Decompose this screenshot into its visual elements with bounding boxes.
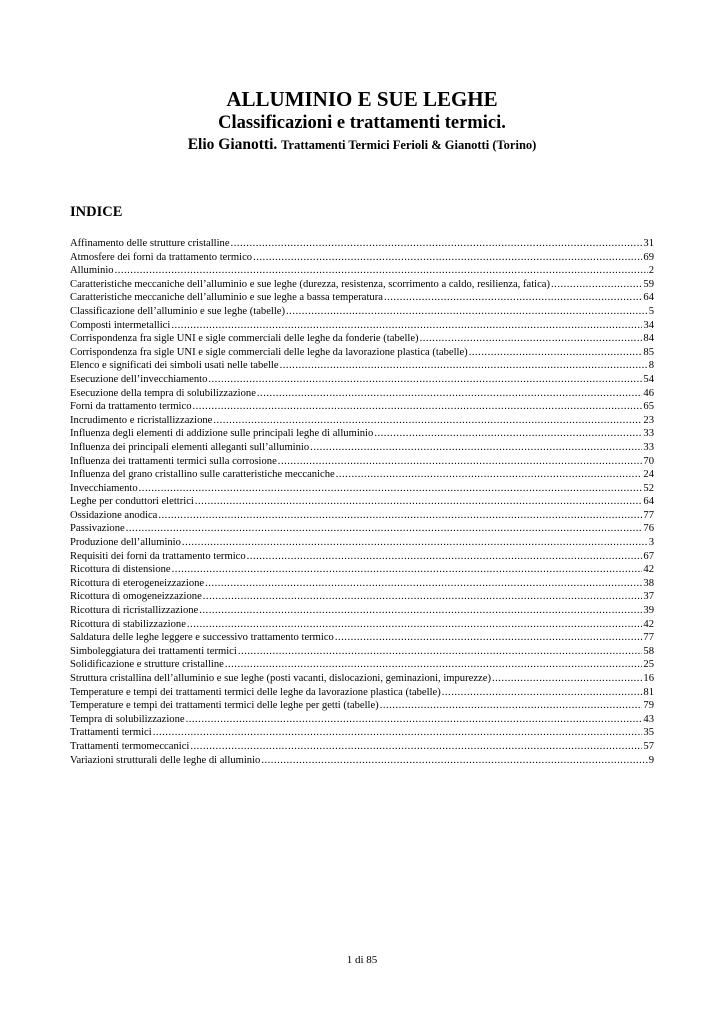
toc-entry[interactable] (70, 563, 654, 577)
toc-entry-page: 25 (643, 659, 654, 671)
toc-entry-title: Composti intermetallici (70, 319, 171, 331)
toc-dot-leader (231, 237, 643, 251)
toc-entry[interactable] (70, 237, 654, 251)
toc-dot-leader (190, 740, 642, 754)
toc-entry-page: 57 (643, 740, 654, 752)
toc-entry[interactable] (70, 590, 654, 604)
toc-entry-page: 42 (643, 564, 654, 576)
toc-entry-page: 2 (648, 265, 654, 277)
toc-entry-page: 3 (648, 537, 654, 549)
toc-dot-leader (310, 441, 642, 455)
toc-entry-page: 79 (643, 700, 654, 712)
toc-dot-leader (336, 468, 643, 482)
toc-entry-page: 46 (643, 387, 654, 399)
toc-entry-page: 77 (643, 632, 654, 644)
toc-entry-page: 52 (643, 482, 654, 494)
toc-entry-title: Temperature e tempi dei trattamenti termici delle leghe da lavorazione plastica (tabelle) (70, 686, 441, 698)
toc-dot-leader (199, 604, 642, 618)
document-title: ALLUMINIO E SUE LEGHE (226, 87, 498, 111)
toc-entry[interactable] (70, 305, 654, 319)
toc-entry-title: Esecuzione della tempra di solubilizzazione (70, 387, 256, 399)
toc-entry[interactable] (70, 699, 654, 713)
toc-entry-page: 23 (643, 414, 654, 426)
toc-entry-title: Elenco e significati dei simboli usati nelle tabelle (70, 360, 279, 372)
toc-dot-leader (247, 550, 643, 564)
toc-entry[interactable] (70, 373, 654, 387)
toc-entry-title: Classificazione dell’alluminio e sue leghe (tabelle) (70, 305, 286, 317)
toc-dot-leader (139, 482, 643, 496)
toc-dot-leader (335, 631, 643, 645)
toc-dot-leader (225, 658, 643, 672)
toc-entry-page: 76 (643, 523, 654, 535)
toc-entry-title: Ossidazione anodica (70, 509, 158, 521)
toc-entry-title: Affinamento delle strutture cristalline (70, 238, 230, 249)
toc-dot-leader (253, 251, 642, 265)
toc-dot-leader (182, 536, 648, 550)
toc-dot-leader (205, 577, 642, 591)
toc-entry-title: Trattamenti termici (70, 727, 152, 739)
toc-entry[interactable] (70, 536, 654, 550)
toc-entry[interactable] (70, 482, 654, 496)
toc-entry-title: Temperature e tempi dei trattamenti termici delle leghe per getti (tabelle) (70, 700, 379, 712)
toc-entry-title: Ricottura di ricristallizzazione (70, 605, 199, 617)
author-affiliation: Trattamenti Termici Ferioli & Gianotti (Torino) (281, 138, 537, 152)
toc-entry[interactable] (70, 631, 654, 645)
toc-entry[interactable] (70, 754, 654, 768)
toc-dot-leader (261, 754, 647, 768)
toc-dot-leader (238, 645, 643, 659)
toc-dot-leader (551, 278, 642, 292)
toc-dot-leader (186, 713, 643, 727)
toc-dot-leader (213, 414, 642, 428)
toc-entry-page: 37 (643, 591, 654, 603)
toc-entry[interactable] (70, 686, 654, 700)
toc-entry-title: Trattamenti termomeccanici (70, 740, 190, 752)
toc-entry[interactable] (70, 346, 654, 360)
toc-entry-title: Invecchiamento (70, 482, 138, 494)
toc-entry[interactable] (70, 387, 654, 401)
toc-entry-page: 64 (643, 496, 654, 508)
toc-entry-title: Incrudimento e ricristallizzazione (70, 414, 213, 426)
toc-entry-title: Corrispondenza fra sigle UNI e sigle commerciali delle leghe da fonderie (tabelle) (70, 333, 419, 345)
toc-dot-leader (153, 726, 643, 740)
toc-entry[interactable] (70, 441, 654, 455)
title-block (0, 86, 724, 156)
toc-entry-page: 34 (643, 319, 654, 331)
toc-entry-title: Ricottura di eterogeneizzazione (70, 577, 205, 589)
toc-entry-title: Variazioni strutturali delle leghe di alluminio (70, 754, 261, 766)
toc-entry[interactable] (70, 400, 654, 414)
toc-entry-page: 5 (648, 305, 654, 317)
toc-entry-page: 59 (643, 278, 654, 290)
toc-entry[interactable] (70, 414, 654, 428)
toc-entry-page: 35 (643, 727, 654, 739)
toc-dot-leader (374, 427, 642, 441)
toc-dot-leader (115, 264, 648, 278)
toc-entry[interactable] (70, 495, 654, 509)
toc-entry-title: Influenza dei trattamenti termici sulla corrosione (70, 455, 277, 467)
toc-entry-page: 31 (643, 238, 654, 249)
toc-entry-page: 33 (643, 441, 654, 453)
toc-entry[interactable] (70, 522, 654, 536)
toc-entry-title: Forni da trattamento termico (70, 401, 192, 413)
toc-dot-leader (492, 672, 642, 686)
toc-entry-title: Produzione dell’alluminio (70, 537, 181, 549)
toc-dot-leader (442, 686, 643, 700)
toc-entry-title: Alluminio (70, 265, 114, 277)
toc-entry-title: Influenza degli elementi di addizione sulle principali leghe di alluminio (70, 428, 374, 440)
toc-entry-title: Ricottura di omogeneizzazione (70, 591, 202, 603)
toc-entry-title: Passivazione (70, 523, 125, 535)
toc-entry[interactable] (70, 278, 654, 292)
toc-dot-leader (257, 387, 643, 401)
toc-entry[interactable] (70, 618, 654, 632)
toc-entry-title: Ricottura di distensione (70, 564, 171, 576)
toc-entry[interactable] (70, 251, 654, 265)
toc-entry-page: 9 (648, 754, 654, 766)
toc-entry[interactable] (70, 604, 654, 618)
toc-entry-page: 84 (643, 333, 654, 345)
toc-entry-page: 24 (643, 469, 654, 481)
page-number-footer: 1 di 85 (346, 954, 378, 966)
toc-dot-leader (158, 509, 642, 523)
toc-entry[interactable] (70, 319, 654, 333)
toc-entry-page: 64 (643, 292, 654, 304)
toc-entry-page: 54 (643, 373, 654, 385)
toc-entry[interactable] (70, 332, 654, 346)
toc-entry-page: 65 (643, 401, 654, 413)
toc-entry[interactable] (70, 468, 654, 482)
toc-entry[interactable] (70, 509, 654, 523)
toc-entry[interactable] (70, 359, 654, 373)
toc-entry-title: Requisiti dei forni da trattamento termico (70, 550, 246, 562)
toc-dot-leader (384, 291, 642, 305)
toc-entry-page: 69 (643, 251, 654, 263)
toc-entry[interactable] (70, 658, 654, 672)
toc-entry[interactable] (70, 577, 654, 591)
toc-dot-leader (208, 373, 642, 387)
toc-entry[interactable] (70, 455, 654, 469)
author-line (0, 134, 724, 156)
toc-entry[interactable] (70, 427, 654, 441)
toc-entry-title: Esecuzione dell’invecchiamento (70, 373, 208, 385)
toc-entry[interactable] (70, 264, 654, 278)
toc-dot-leader (203, 590, 643, 604)
toc-entry-title: Caratteristiche meccaniche dell’alluminio e sue leghe (durezza, resistenza, scorrimento a caldo, resilienza, fatica) (70, 278, 551, 290)
toc-dot-leader (126, 522, 643, 536)
document-subtitle: Classificazioni e trattamenti termici. (218, 113, 506, 133)
toc-entry-page: 38 (643, 577, 654, 589)
toc-dot-leader (280, 359, 648, 373)
author-name: Elio Gianotti. (187, 136, 278, 153)
toc-entry-title: Tempra di solubilizzazione (70, 713, 185, 725)
toc-dot-leader (171, 319, 642, 333)
toc-entry-page: 43 (643, 713, 654, 725)
toc-entry-title: Influenza del grano cristallino sulle caratteristiche meccaniche (70, 469, 335, 481)
toc-entry-title: Atmosfere dei forni da trattamento termico (70, 251, 253, 263)
toc-entry-title: Solidificazione e strutture cristalline (70, 659, 224, 671)
toc-entry-page: 42 (643, 618, 654, 630)
toc-entry-title: Leghe per conduttori elettrici (70, 496, 194, 508)
toc-dot-leader (195, 495, 643, 509)
toc-entry[interactable] (70, 291, 654, 305)
toc-dot-leader (193, 400, 643, 414)
toc-entry-page: 39 (643, 605, 654, 617)
toc-entry[interactable] (70, 672, 654, 686)
toc-entry-page: 85 (643, 346, 654, 358)
toc-entry[interactable] (70, 726, 654, 740)
table-of-contents (70, 237, 654, 767)
toc-dot-leader (286, 305, 648, 319)
toc-entry-page: 8 (648, 360, 654, 372)
toc-entry-page: 58 (643, 645, 654, 657)
toc-entry-title: Ricottura di stabilizzazione (70, 618, 186, 630)
toc-dot-leader (420, 332, 643, 346)
toc-dot-leader (172, 563, 643, 577)
toc-entry[interactable] (70, 550, 654, 564)
toc-entry[interactable] (70, 645, 654, 659)
toc-entry-title: Saldatura delle leghe leggere e successivo trattamento termico (70, 632, 334, 644)
toc-entry-title: Simboleggiatura dei trattamenti termici (70, 645, 237, 657)
toc-dot-leader (278, 455, 643, 469)
toc-entry-page: 16 (643, 673, 654, 684)
toc-entry-page: 70 (643, 455, 654, 467)
toc-entry-title: Corrispondenza fra sigle UNI e sigle commerciali delle leghe da lavorazione plastica (tabelle) (70, 346, 468, 358)
toc-dot-leader (469, 346, 643, 360)
toc-entry-page: 77 (643, 509, 654, 521)
toc-entry[interactable] (70, 740, 654, 754)
toc-dot-leader (380, 699, 643, 713)
toc-entry[interactable] (70, 713, 654, 727)
index-heading: INDICE (70, 204, 123, 220)
toc-entry-page: 67 (643, 550, 654, 562)
toc-entry-title: Struttura cristallina dell’alluminio e sue leghe (posti vacanti, dislocazioni, geminazioni, impurezze) (70, 673, 491, 684)
toc-entry-page: 33 (643, 428, 654, 440)
toc-entry-title: Influenza dei principali elementi alleganti sull’alluminio (70, 441, 310, 453)
toc-entry-title: Caratteristiche meccaniche dell’alluminio e sue leghe a bassa temperatura (70, 292, 383, 304)
toc-entry-page: 81 (643, 686, 654, 698)
toc-dot-leader (187, 618, 643, 632)
